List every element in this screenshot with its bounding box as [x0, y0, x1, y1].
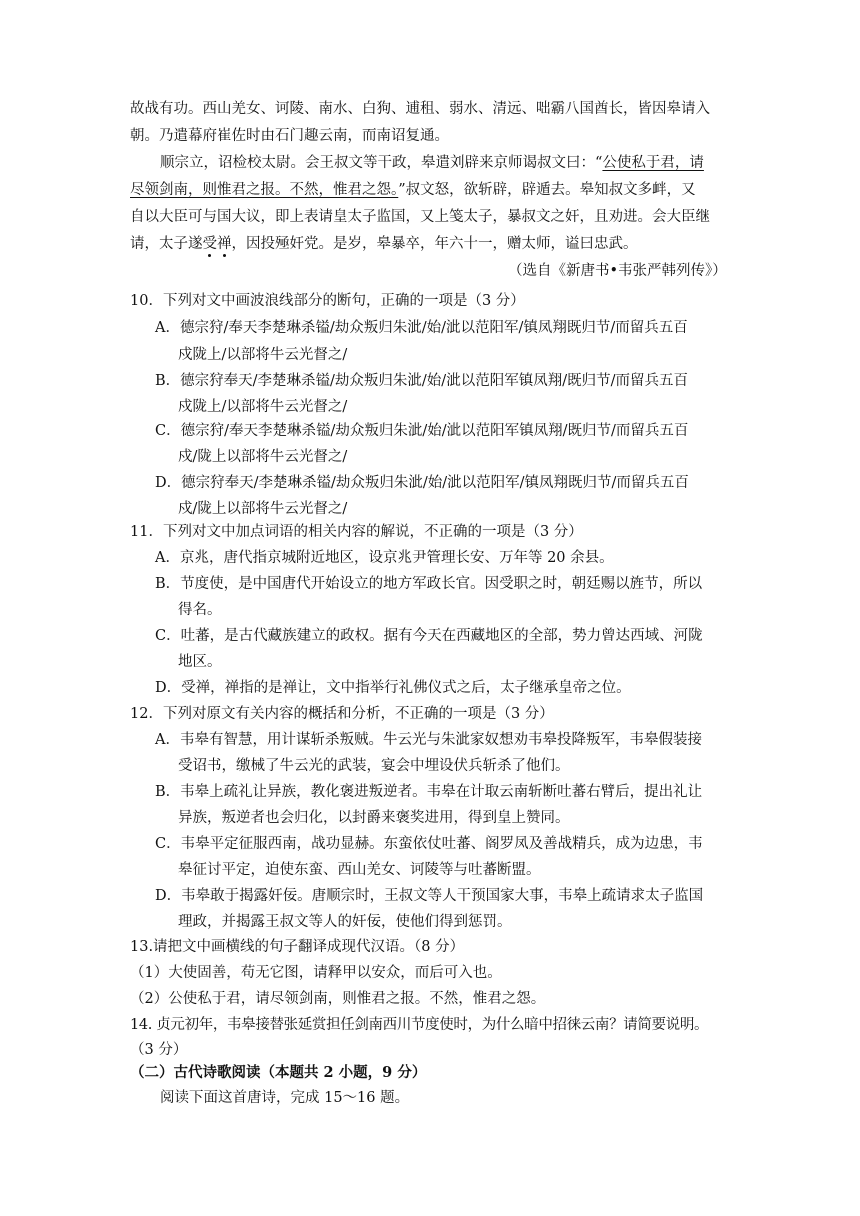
option-line: C．德宗狩/奉天李楚琳杀镒/劫众叛归朱泚/始/泚以范阳军镇凤翔/既归节/而留兵五百: [155, 423, 689, 439]
question-10-stem: 10．下列对文中画波浪线部分的断句，正确的一项是（3 分）: [130, 293, 525, 309]
underlined-sentence: 公使私于君，请: [602, 155, 704, 171]
passage-text: ，因投殛奸党。是岁，皋暴卒，年六十一，赠太师，谥曰忠武。: [231, 236, 638, 252]
option-line: C．吐蕃，是古代藏族建立的政权。据有今天在西藏地区的全部，势力曾达西域、河陇: [155, 628, 703, 644]
option-line: A．京兆，唐代指京城附近地区，设京兆尹管理长安、万年等 20 余县。: [155, 550, 614, 566]
option-line: 异族，叛逆者也会归化，以封爵来褒奖进用，得到皇上赞同。: [178, 810, 570, 826]
dotted-word-char: 禅: [217, 236, 232, 252]
question-11-stem: 11．下列对文中加点词语的相关内容的解说，不正确的一项是（3 分）: [130, 524, 583, 540]
option-line: B．节度使，是中国唐代开始设立的地方军政长官。因受职之时，朝廷赐以旌节，所以: [155, 576, 703, 592]
option-line: 皋征讨平定，迫使东蛮、西山羌女、诃陵等与吐蕃断盟。: [178, 862, 541, 878]
option-line: 戍/陇上以部将牛云光督之/: [178, 449, 348, 465]
dotted-word-char: 受: [202, 236, 217, 252]
question-12-stem: 12．下列对原文有关内容的概括和分析，不正确的一项是（3 分）: [130, 706, 554, 722]
passage-text: 请，太子遂: [130, 236, 203, 252]
passage-text: ”叔文怒，欲斩辟，辟遁去。皋知叔文多衅，又: [398, 182, 696, 198]
question-14-stem: 14. 贞元初年，韦皋接替张延赏担任剑南西川节度使时，为什么暗中招徕云南？请简要说明。: [130, 1017, 709, 1033]
option-line: B．德宗狩奉天/李楚琳杀镒/劫众叛归朱泚/始/泚以范阳军镇凤翔/既归节/而留兵五百: [155, 373, 688, 389]
option-line: D．受禅，禅指的是禅让，文中指举行礼佛仪式之后，太子继承皇帝之位。: [155, 680, 631, 696]
passage-text: 顺宗立，诏检校太尉。会王叔文等干政，皋遣刘辟来京师谒叔文曰：“: [160, 155, 603, 171]
option-line: A．韦皋有智慧，用计谋斩杀叛贼。牛云光与朱泚家奴想劝韦皋投降叛军，韦皋假装接: [155, 732, 702, 748]
option-line: 戍陇上/以部将牛云光督之/: [178, 399, 348, 415]
translation-sentence: （1）大使固善，苟无它图，请释甲以安众，而后可入也。: [130, 965, 502, 981]
question-13-stem: 13.请把文中画横线的句子翻译成现代汉语。（8 分）: [130, 939, 465, 955]
section-heading: （二）古代诗歌阅读（本题共 2 小题，9 分）: [130, 1064, 427, 1081]
passage-line: 自以大臣可与国大议，即上表请皇太子监国，又上笺太子，暴叔文之奸，且劝进。会大臣继: [130, 209, 710, 225]
option-line: B．韦皋上疏礼让异族，教化褒进叛逆者。韦皋在计取云南斩断吐蕃右臂后，提出礼让: [155, 784, 703, 800]
translation-sentence: （2）公使私于君，请尽领剑南，则惟君之报。不然，惟君之怨。: [130, 991, 546, 1007]
option-line: 戍陇上/以部将牛云光督之/: [178, 347, 348, 363]
option-line: D．韦皋敢于揭露奸佞。唐顺宗时，王叔文等人干预国家大事，韦皋上疏请求太子监国: [155, 888, 704, 904]
option-line: 地区。: [178, 654, 222, 670]
option-line: C．韦皋平定征服西南，战功显赫。东蛮依仗吐蕃、阁罗凤及善战精兵，成为边患，韦: [155, 836, 703, 852]
passage-line: 朝。乃遣幕府崔佐时由石门趣云南，而南诏复通。: [130, 128, 449, 144]
section-intro: 阅读下面这首唐诗，完成 15～16 题。: [160, 1090, 410, 1106]
passage-line: [160, 153, 704, 173]
option-line: 理政，并揭露王叔文等人的奸佞，使他们得到惩罚。: [178, 914, 512, 930]
passage-line: 故战有功。西山羌女、诃陵、南水、白狗、逋租、弱水、清远、咄霸八国酋长，皆因皋请入: [130, 101, 710, 117]
option-line: 得名。: [178, 602, 222, 618]
question-14-score: （3 分）: [130, 1042, 188, 1058]
passage-line: [130, 180, 696, 200]
option-line: D．德宗狩奉天/李楚琳杀镒/劫众叛归朱泚/始/泚以范阳军/镇凤翔既归节/而留兵五百: [155, 475, 689, 491]
option-line: 受诏书，缴械了牛云光的武装，宴会中埋设伏兵斩杀了他们。: [178, 758, 570, 774]
passage-source: （选自《新唐书•韦张严韩列传》）: [508, 263, 727, 279]
passage-line: [130, 234, 638, 254]
option-line: A．德宗狩/奉天李楚琳杀镒/劫众叛归朱泚/始/泚以范阳军/镇凤翔既归节/而留兵五百: [155, 320, 688, 336]
option-line: 戍/陇上以部将牛云光督之/: [178, 501, 348, 517]
underlined-sentence: 尽领剑南，则惟君之报。不然，惟君之怨。: [130, 182, 399, 198]
